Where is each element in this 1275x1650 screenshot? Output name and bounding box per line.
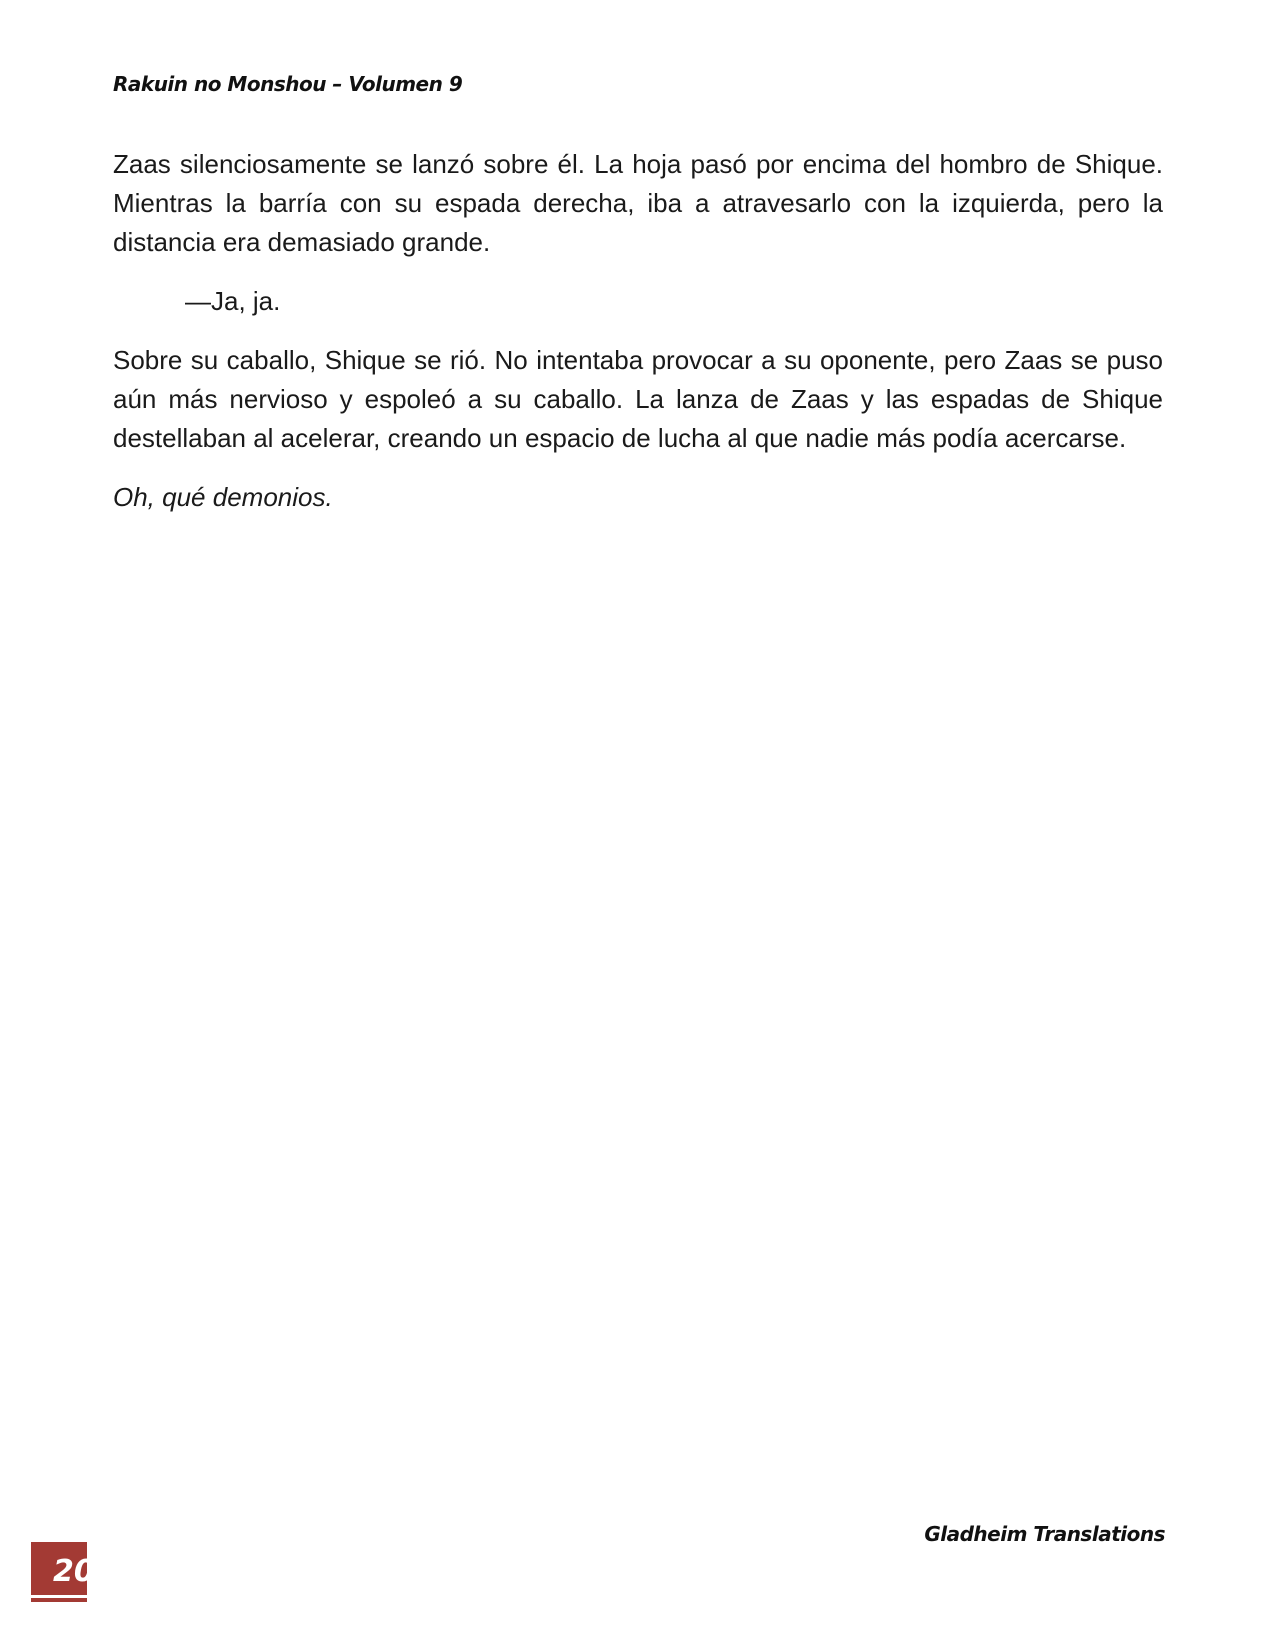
paragraph: Sobre su caballo, Shique se rió. No intentaba provocar a su oponente, pero Zaas se puso aún más nervioso y espoleó a su caballo. La lanza de Zaas y las espadas de Shique destellaban al acelerar, creando un espacio de lucha al que nadie más podía acercarse. — [113, 345, 1163, 453]
page-number: 20 — [53, 1554, 95, 1589]
page-body — [113, 145, 1163, 537]
page-number-badge — [31, 1542, 95, 1602]
dialogue-line: —Ja, ja. — [185, 286, 281, 316]
italic-thought: Oh, qué demonios. — [113, 482, 333, 512]
footer-credit: Gladheim Translations — [924, 1522, 1165, 1546]
paragraph: Zaas silenciosamente se lanzó sobre él. La hoja pasó por encima del hombro de Shique. Mientras la barría con su espada derecha, iba a atravesarlo con la izquierda, pero la distancia era demasiado grande. — [113, 149, 1163, 257]
page-number-underline — [31, 1595, 87, 1598]
running-header: Rakuin no Monshou – Volumen 9 — [113, 72, 463, 96]
